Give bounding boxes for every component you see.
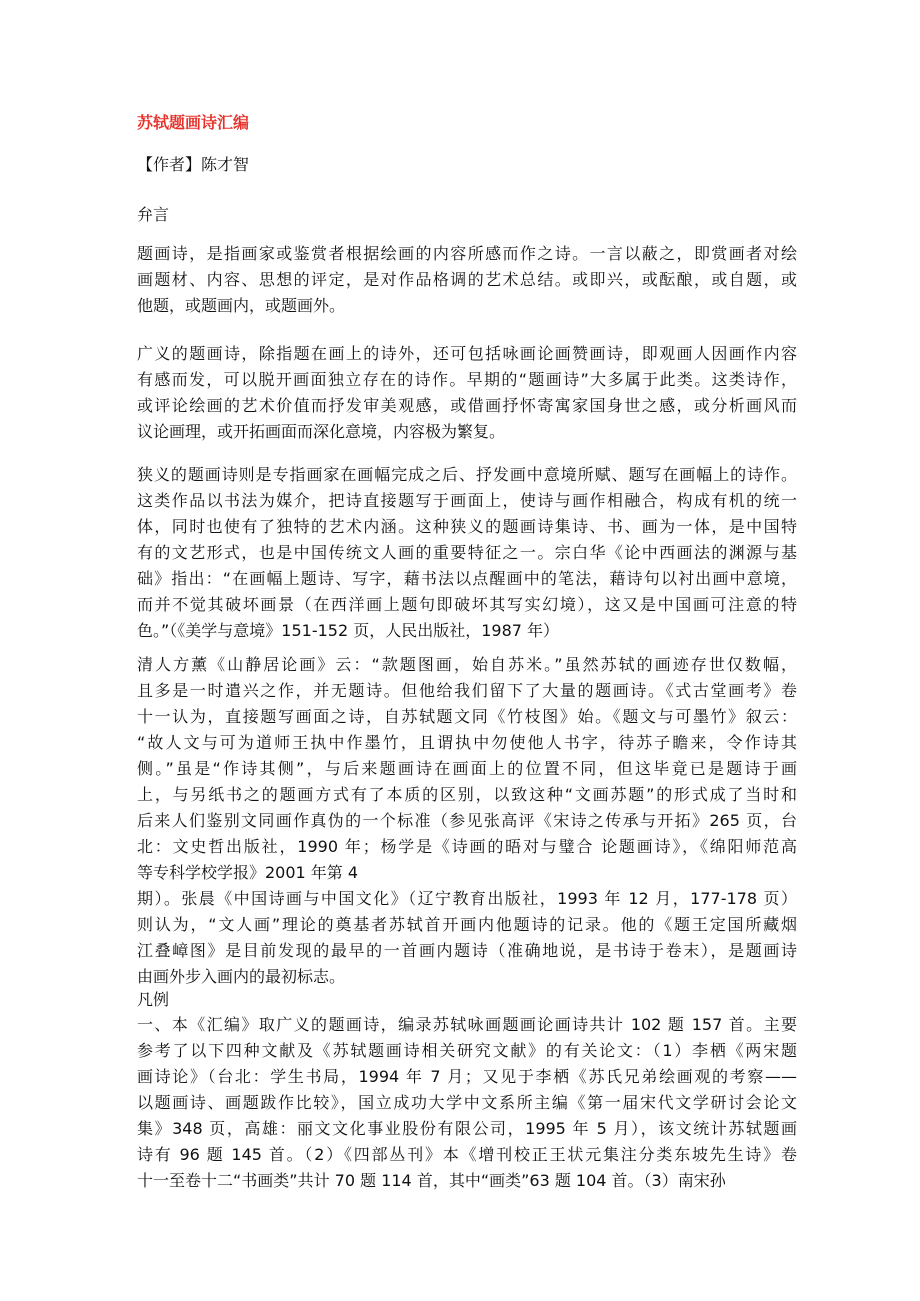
text-line: 期）。张晨《中国诗画与中国文化》（辽宁教育出版社，1993 年 12 月，177-178 页）: [137, 889, 797, 908]
text-line: 北：文史哲出版社，1990 年；杨学是《诗画的晤对与璧合 论题画诗》，《绵阳师范高: [137, 837, 797, 856]
text-line: 一、本《汇编》取广义的题画诗，编录苏轼咏画题画论画诗共计 102 题 157 首。主要: [137, 1015, 797, 1034]
document-title: 苏轼题画诗汇编: [137, 113, 250, 132]
text-line: 而并不觉其破坏画景（在西洋画上题句即破坏其写实幻境），这又是中国画可注意的特: [137, 595, 797, 614]
text-line: 广义的题画诗，除指题在画上的诗外，还可包括咏画论画赞画诗，即观画人因画作内容: [137, 344, 797, 363]
text-line: 十一至卷十二“书画类”共计 70 题 114 首，其中“画类”63 题 104 首。（3）南宋孙: [137, 1171, 726, 1190]
paragraph-definition: [137, 241, 797, 319]
fanli-heading: 凡例: [137, 990, 170, 1009]
text-line: 则认为，“文人画”理论的奠基者苏轼首开画内他题诗的记录。他的《题王定国所藏烟: [137, 915, 797, 934]
text-line: 由画外步入画内的最初标志。: [137, 967, 346, 986]
text-line: 这类作品以书法为媒介，把诗直接题写于画面上，使诗与画作相融合，构成有机的统一: [137, 491, 797, 510]
text-line: 有的文艺形式，也是中国传统文人画的重要特征之一。宗白华《论中西画法的渊源与基: [137, 543, 797, 562]
author-line: 【作者】陈才智: [137, 155, 250, 174]
text-line: 他题，或题画内，或题画外。: [137, 296, 346, 315]
text-line: “故人文与可为道师王执中作墨竹，且谓执中勿使他人书字，待苏子瞻来，令作诗其: [137, 733, 797, 752]
text-line: 有感而发，可以脱开画面独立存在的诗作。早期的“题画诗”大多属于此类。这类诗作，: [137, 370, 797, 389]
text-line: 上，与另纸书之的题画方式有了本质的区别，以致这种“文画苏题”的形式成了当时和: [137, 785, 797, 804]
text-line: 侧。”虽是“作诗其侧”，与后来题画诗在画面上的位置不同，但这毕竟已是题诗于画: [137, 759, 797, 778]
text-line: 等专科学校学报》2001 年第 4: [137, 863, 359, 882]
text-line: 江叠嶂图》是目前发现的最早的一首画内题诗（准确地说，是书诗于卷末），是题画诗: [137, 941, 797, 960]
text-line: 十一认为，直接题写画面之诗，自苏轼题文同《竹枝图》始。《题文与可墨竹》叙云：: [137, 707, 797, 726]
foreword-heading: 弁言: [137, 205, 170, 224]
paragraph-broad-sense: [137, 341, 797, 445]
text-line: 画诗论》（台北：学生书局，1994 年 7 月；又见于李栖《苏氏兄弟绘画观的考察——: [137, 1067, 797, 1086]
text-line: 体，同时也使有了独特的艺术内涵。这种狭义的题画诗集诗、书、画为一体，是中国特: [137, 517, 797, 536]
paragraph-fanli-item-1: [137, 1012, 797, 1194]
paragraph-narrow-sense: [137, 462, 797, 644]
text-line: 画题材、内容、思想的评定，是对作品格调的艺术总结。或即兴，或酝酿，或自题，或: [137, 270, 797, 289]
text-line: 狭义的题画诗则是专指画家在画幅完成之后、抒发画中意境所赋、题写在画幅上的诗作。: [137, 465, 797, 484]
text-line: 色。”（《美学与意境》151-152 页，人民出版社，1987 年）: [137, 621, 560, 640]
text-line: 诗有 96 题 145 首。（2）《四部丛刊》本《增刊校正王状元集注分类东坡先生诗》卷: [137, 1145, 797, 1164]
text-line: 以题画诗、画题跋作比较》，国立成功大学中文系所主编《第一届宋代文学研讨会论文: [137, 1093, 797, 1112]
text-line: 清人方薰《山静居论画》云：“款题图画，始自苏米。”虽然苏轼的画迹存世仅数幅，: [137, 655, 797, 674]
text-line: 础》指出：“在画幅上题诗、写字，藉书法以点醒画中的笔法，藉诗句以衬出画中意境，: [137, 569, 797, 588]
paragraph-su-shi-history: [137, 652, 797, 990]
text-line: 集》348 页，高雄：丽文文化事业股份有限公司，1995 年 5 月），该文统计苏轼题画: [137, 1119, 797, 1138]
text-line: 参考了以下四种文献及《苏轼题画诗相关研究文献》的有关论文：（1）李栖《两宋题: [137, 1041, 797, 1060]
text-line: 议论画理，或开拓画面而深化意境，内容极为繁复。: [137, 422, 506, 441]
text-line: 后来人们鉴别文同画作真伪的一个标准（参见张高评《宋诗之传承与开拓》265 页，台: [137, 811, 797, 830]
text-line: 或评论绘画的艺术价值而抒发审美观感，或借画抒怀寄寓家国身世之感，或分析画风而: [137, 396, 797, 415]
text-line: 且多是一时遣兴之作，并无题诗。但他给我们留下了大量的题画诗。《式古堂画考》卷: [137, 681, 797, 700]
text-line: 题画诗，是指画家或鉴赏者根据绘画的内容所感而作之诗。一言以蔽之，即赏画者对绘: [137, 244, 797, 263]
